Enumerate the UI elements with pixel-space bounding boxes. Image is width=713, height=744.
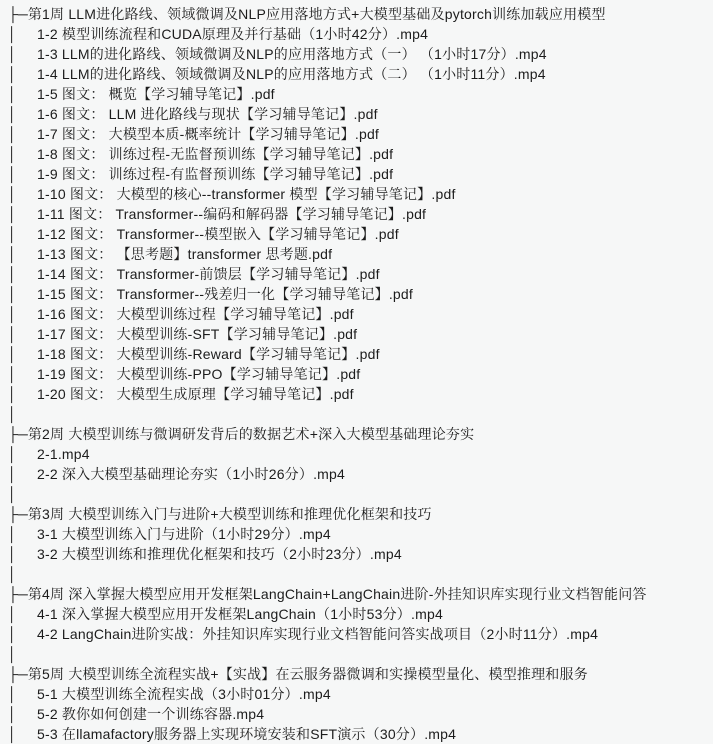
week-header <box>8 4 713 24</box>
file-name: 2-1.mp4 <box>37 446 90 462</box>
tree-branch-glyph: ├─ <box>8 426 28 442</box>
file-name: 1-15 图文： Transformer--残差归一化【学习辅导笔记】.pdf <box>37 286 413 302</box>
file-item <box>8 324 713 344</box>
week-title: 第1周 LLM进化路线、领域微调及NLP应用落地方式+大模型基础及pytorch训练加载应用模型 <box>27 6 606 22</box>
tree-branch-glyph: ├─ <box>8 506 28 522</box>
file-item <box>8 344 713 364</box>
file-item <box>8 444 713 464</box>
file-item <box>8 284 713 304</box>
tree-pipe-glyph: │ <box>8 646 17 662</box>
tree-pipe-glyph: │ <box>8 186 17 202</box>
file-item <box>8 184 713 204</box>
file-name: 3-1 大模型训练入门与进阶（1小时29分）.mp4 <box>37 526 331 542</box>
file-item <box>8 144 713 164</box>
file-item <box>8 64 713 84</box>
file-item <box>8 224 713 244</box>
file-item <box>8 604 713 624</box>
file-name: 1-7 图文： 大模型本质-概率统计【学习辅导笔记】.pdf <box>37 126 380 142</box>
tree-pipe-glyph: │ <box>8 46 17 62</box>
file-item <box>8 104 713 124</box>
week-title: 第2周 大模型训练与微调研发背后的数据艺术+深入大模型基础理论夯实 <box>27 426 475 442</box>
file-item <box>8 304 713 324</box>
tree-pipe-glyph: │ <box>8 226 17 242</box>
week-header <box>8 424 713 444</box>
file-name: 1-8 图文： 训练过程-无监督预训练【学习辅导笔记】.pdf <box>37 146 394 162</box>
file-item <box>8 524 713 544</box>
tree-pipe-glyph: │ <box>8 446 17 462</box>
week-title: 第5周 大模型训练全流程实战+【实战】在云服务器微调和实操模型量化、模型推理和服务 <box>27 666 588 682</box>
tree-spacer-row <box>8 484 713 504</box>
file-name: 1-20 图文： 大模型生成原理【学习辅导笔记】.pdf <box>37 386 354 402</box>
tree-spacer-row <box>8 564 713 584</box>
tree-pipe-glyph: │ <box>8 286 17 302</box>
file-name: 1-13 图文： 【思考题】transformer 思考题.pdf <box>37 246 333 262</box>
file-item <box>8 704 713 724</box>
file-name: 1-19 图文： 大模型训练-PPO【学习辅导笔记】.pdf <box>37 366 361 382</box>
file-item <box>8 364 713 384</box>
file-item <box>8 204 713 224</box>
file-name: 5-2 教你如何创建一个训练容器.mp4 <box>37 706 265 722</box>
file-name: 1-9 图文： 训练过程-有监督预训练【学习辅导笔记】.pdf <box>37 166 394 182</box>
tree-pipe-glyph: │ <box>8 206 17 222</box>
file-name: 4-2 LangChain进阶实战：外挂知识库实现行业文档智能问答实战项目（2小时11分）.mp4 <box>37 626 599 642</box>
file-name: 3-2 大模型训练和推理优化框架和技巧（2小时23分）.mp4 <box>37 546 402 562</box>
tree-pipe-glyph: │ <box>8 546 17 562</box>
file-item <box>8 624 713 644</box>
tree-branch-glyph: ├─ <box>8 666 28 682</box>
file-name: 1-3 LLM的进化路线、领域微调及NLP的应用落地方式（一） （1小时17分）.mp4 <box>37 46 547 62</box>
tree-pipe-glyph: │ <box>8 366 17 382</box>
file-item <box>8 244 713 264</box>
tree-pipe-glyph: │ <box>8 346 17 362</box>
tree-pipe-glyph: │ <box>8 326 17 342</box>
tree-branch-glyph: ├─ <box>8 6 28 22</box>
file-name: 1-14 图文： Transformer-前馈层【学习辅导笔记】.pdf <box>37 266 380 282</box>
tree-pipe-glyph: │ <box>8 406 17 422</box>
week-header <box>8 504 713 524</box>
tree-spacer-row <box>8 644 713 664</box>
file-name: 5-3 在llamafactory服务器上实现环境安装和SFT演示（30分）.mp4 <box>37 726 457 742</box>
tree-pipe-glyph: │ <box>8 306 17 322</box>
file-name: 1-18 图文： 大模型训练-Reward【学习辅导笔记】.pdf <box>37 346 380 362</box>
file-item <box>8 724 713 744</box>
file-item <box>8 684 713 704</box>
file-item <box>8 384 713 404</box>
file-item <box>8 124 713 144</box>
tree-pipe-glyph: │ <box>8 86 17 102</box>
file-item <box>8 544 713 564</box>
file-name: 1-10 图文： 大模型的核心--transformer 模型【学习辅导笔记】.pdf <box>37 186 456 202</box>
tree-pipe-glyph: │ <box>8 386 17 402</box>
tree-pipe-glyph: │ <box>8 466 17 482</box>
tree-branch-glyph: ├─ <box>8 586 28 602</box>
tree-pipe-glyph: │ <box>8 486 17 502</box>
week-title: 第4周 深入掌握大模型应用开发框架LangChain+LangChain进阶-外挂知识库实现行业文档智能问答 <box>27 586 647 602</box>
tree-pipe-glyph: │ <box>8 106 17 122</box>
tree-pipe-glyph: │ <box>8 146 17 162</box>
file-name: 1-17 图文： 大模型训练-SFT【学习辅导笔记】.pdf <box>37 326 358 342</box>
tree-pipe-glyph: │ <box>8 566 17 582</box>
file-name: 1-12 图文： Transformer--模型嵌入【学习辅导笔记】.pdf <box>37 226 399 242</box>
file-name: 5-1 大模型训练全流程实战（3小时01分）.mp4 <box>37 686 331 702</box>
file-name: 1-6 图文： LLM 进化路线与现状【学习辅导笔记】.pdf <box>37 106 378 122</box>
tree-pipe-glyph: │ <box>8 726 17 742</box>
file-item <box>8 44 713 64</box>
file-item <box>8 264 713 284</box>
tree-pipe-glyph: │ <box>8 626 17 642</box>
file-item <box>8 84 713 104</box>
file-name: 1-4 LLM的进化路线、领域微调及NLP的应用落地方式（二） （1小时11分）.mp4 <box>37 66 546 82</box>
file-item <box>8 464 713 484</box>
tree-pipe-glyph: │ <box>8 526 17 542</box>
tree-pipe-glyph: │ <box>8 686 17 702</box>
file-item <box>8 164 713 184</box>
tree-spacer-row <box>8 404 713 424</box>
tree-pipe-glyph: │ <box>8 66 17 82</box>
file-name: 1-5 图文： 概览【学习辅导笔记】.pdf <box>37 86 275 102</box>
file-name: 1-2 模型训练流程和CUDA原理及并行基础（1小时42分）.mp4 <box>37 26 429 42</box>
tree-pipe-glyph: │ <box>8 706 17 722</box>
tree-pipe-glyph: │ <box>8 606 17 622</box>
tree-pipe-glyph: │ <box>8 266 17 282</box>
file-name: 4-1 深入掌握大模型应用开发框架LangChain（1小时53分）.mp4 <box>37 606 443 622</box>
week-title: 第3周 大模型训练入门与进阶+大模型训练和推理优化框架和技巧 <box>27 506 432 522</box>
file-item <box>8 24 713 44</box>
week-header <box>8 664 713 684</box>
tree-pipe-glyph: │ <box>8 246 17 262</box>
file-name: 2-2 深入大模型基础理论夯实（1小时26分）.mp4 <box>37 466 346 482</box>
tree-pipe-glyph: │ <box>8 166 17 182</box>
file-name: 1-11 图文： Transformer--编码和解码器【学习辅导笔记】.pdf <box>37 206 427 222</box>
tree-pipe-glyph: │ <box>8 126 17 142</box>
week-header <box>8 584 713 604</box>
tree-pipe-glyph: │ <box>8 26 17 42</box>
file-name: 1-16 图文： 大模型训练过程【学习辅导笔记】.pdf <box>37 306 354 322</box>
